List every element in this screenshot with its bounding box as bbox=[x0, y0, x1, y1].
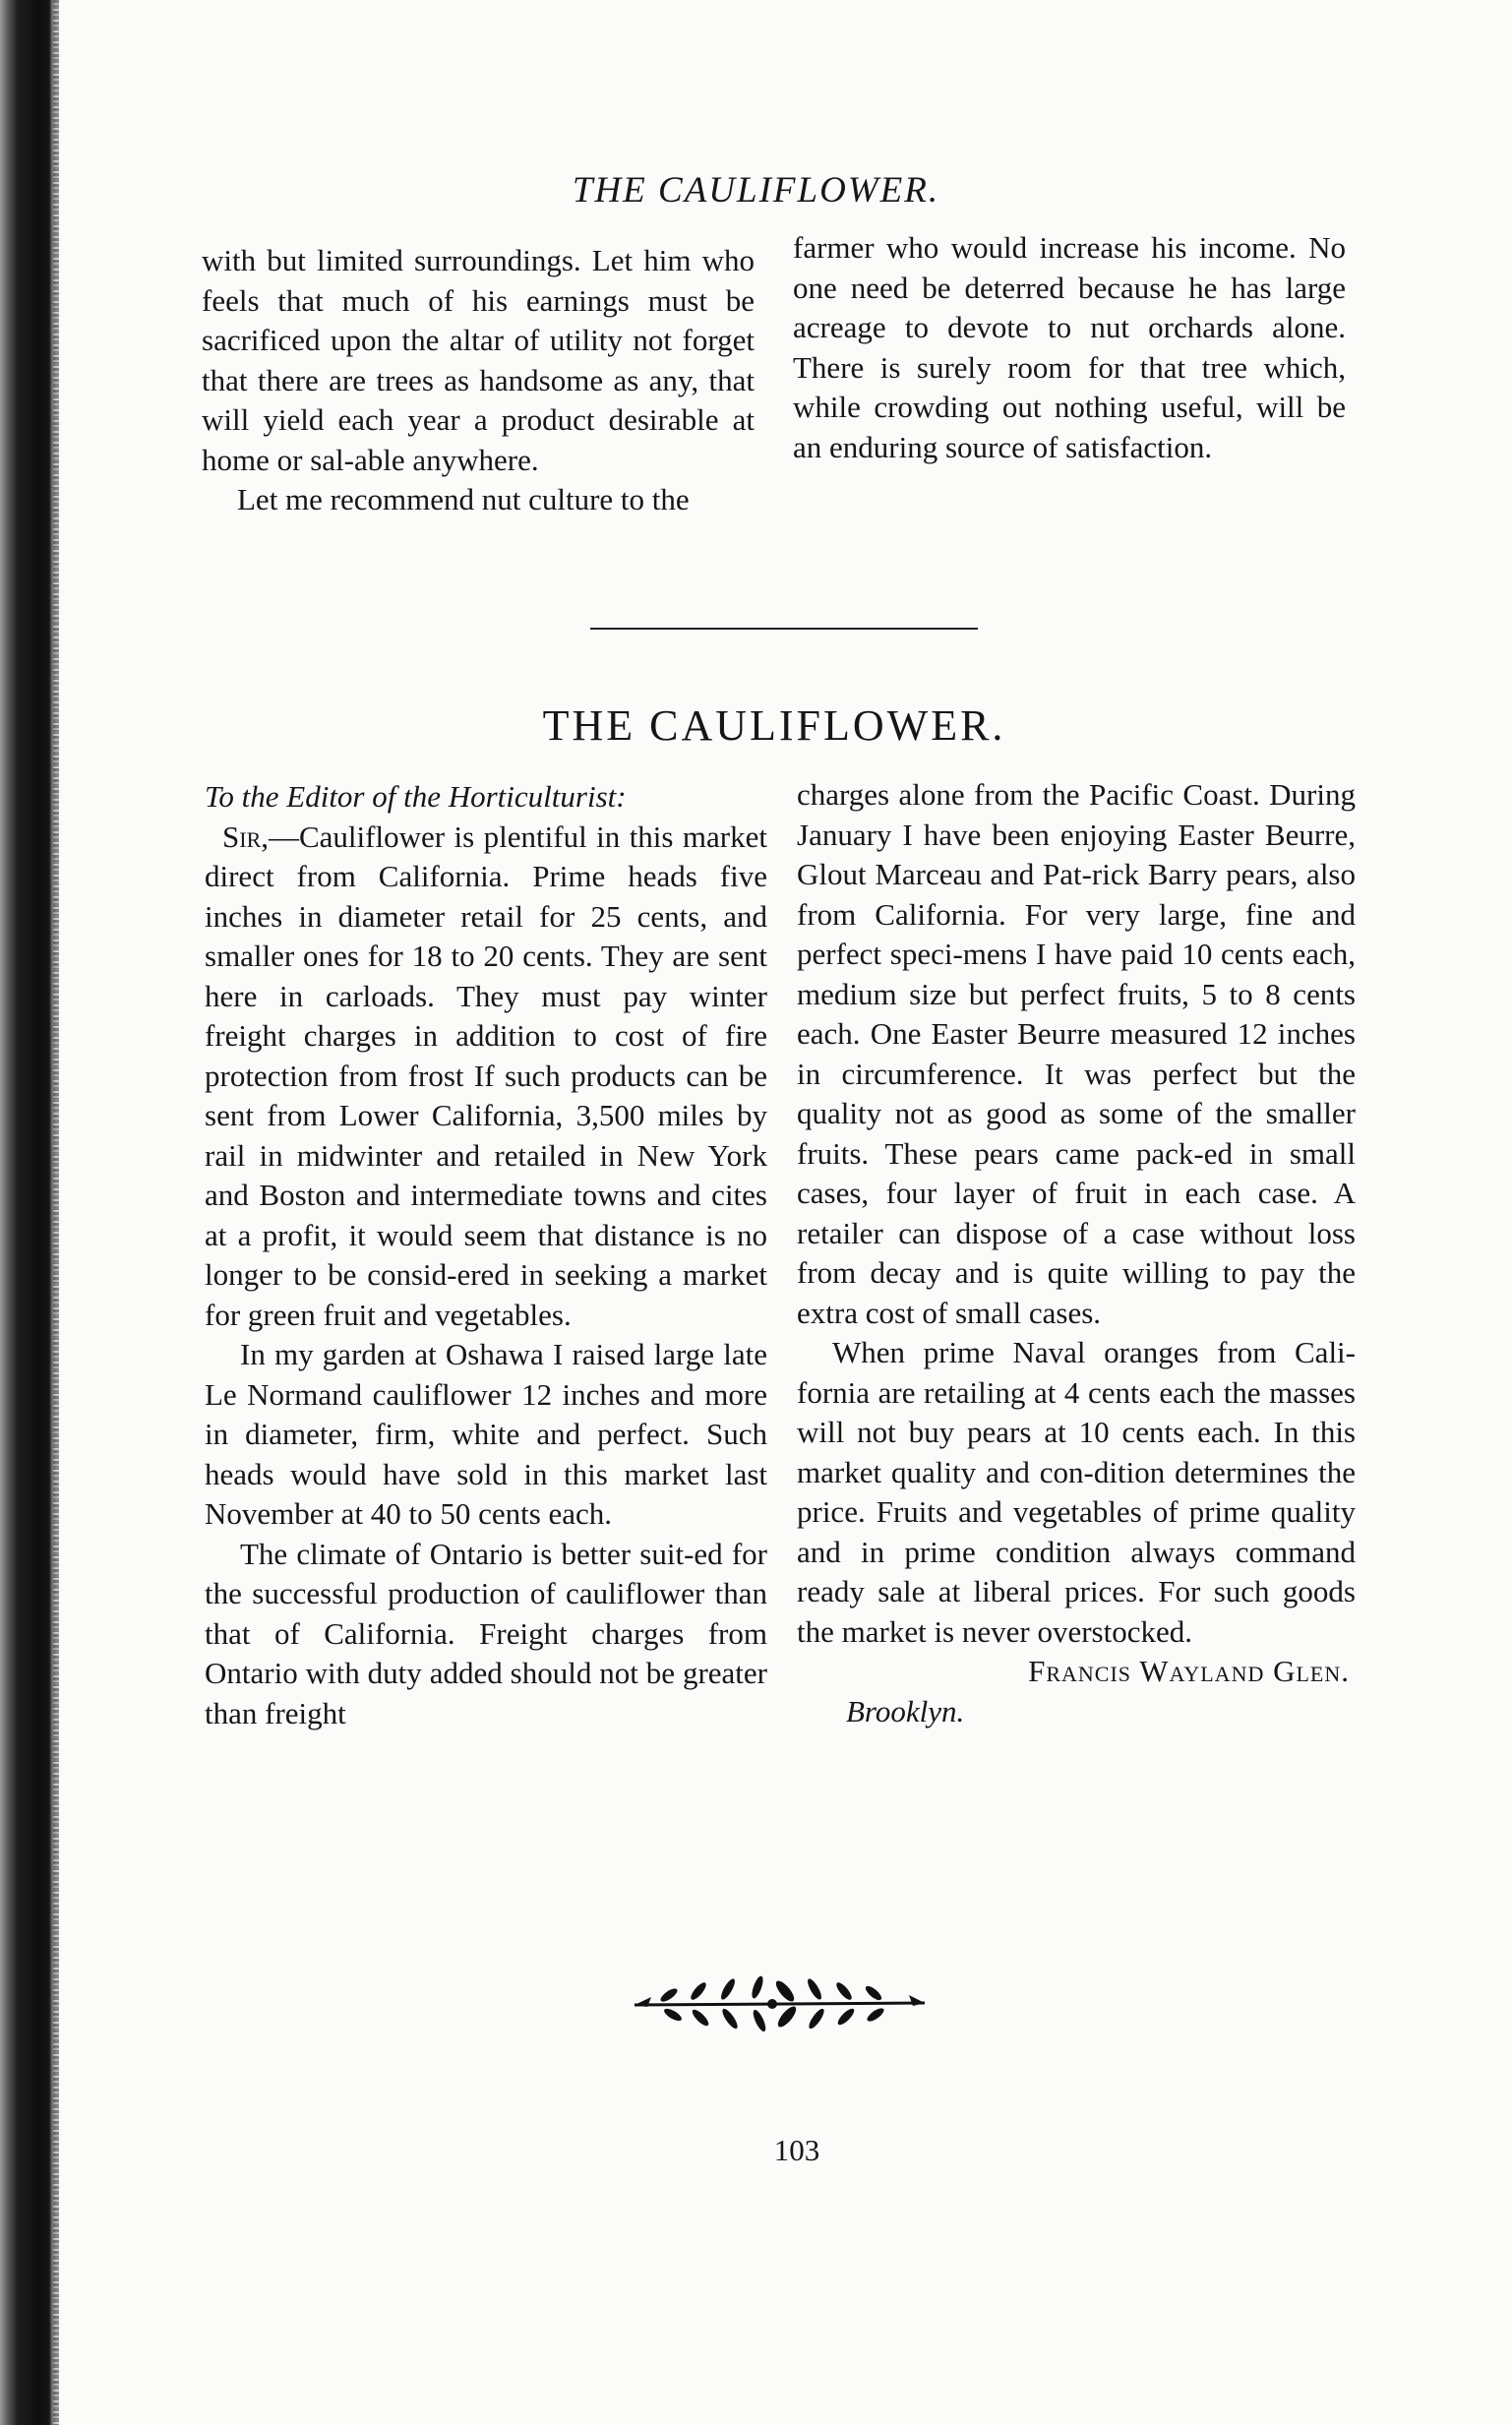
top-right-column bbox=[793, 228, 1346, 467]
article-paragraph-2: In my garden at Oshawa I raised large late Le Normand cauliflower 12 inches and more in diameter, firm, white and perfect. Such heads would have sold in this market last November at 40 to 50 cents each. bbox=[205, 1337, 767, 1531]
article-paragraph-3: The climate of Ontario is better suit-ed for the successful production of cauliflower than that of California. Freight charges from Ontario with duty added should not be greater than freight bbox=[205, 1536, 767, 1730]
article-paragraph-4: charges alone from the Pacific Coast. During January I have been enjoying Easter Beurre, Glout Marceau and Pat-rick Barry pears, also from California. For very large, fine and perfect speci-mens I have paid 10 cents each, medium size but perfect fruits, 5 to 8 cents each. One Easter Beurre measured 12 inches in circumference. It was perfect but the quality not as good as some of the smaller fruits. These pears came pack-ed in small cases, four layer of fruit in each case. A retailer can dispose of a case without loss from decay and is quite willing to pay the extra cost of small cases. bbox=[797, 777, 1356, 1330]
paragraph-1-text: —Cauliflower is plentiful in this market direct from California. Prime heads five inches in diameter retail for 25 cents, and smaller ones for 18 to 20 cents. They are sent here in carloads. They must pay winter freight charges in addition to cost of fire protection from frost If such products can be sent from Lower California, 3,500 miles by rail in midwinter and retailed in New York and Boston and intermediate towns and cites at a profit, it would seem that distance is no longer to be consid-ered in seeking a market for green fruit and vegetables. bbox=[205, 818, 767, 1332]
article-left-column bbox=[205, 777, 767, 1733]
continued-paragraph: with but limited surroundings. Let him who feels that much of his earnings must be sacrificed upon the altar of utility not forget that there are trees as handsome as any, that will yield each year a product desirable at home or sal-able anywhere. bbox=[202, 243, 755, 477]
page-number: 103 bbox=[773, 2133, 820, 2167]
opening-word: Sir, bbox=[222, 818, 269, 854]
salutation: To the Editor of the Horticulturist: bbox=[205, 779, 627, 814]
author-location: Brooklyn. bbox=[846, 1693, 965, 1728]
article-paragraph-1 bbox=[205, 818, 767, 1336]
author-signature: Francis Wayland Glen. bbox=[1028, 1654, 1350, 1688]
article-right-column bbox=[797, 775, 1356, 1731]
top-left-column bbox=[202, 241, 755, 520]
article-title: THE CAULIFLOWER. bbox=[542, 701, 1006, 750]
book-binding-shadow bbox=[0, 0, 59, 2425]
laurel-vine-ornament-icon bbox=[630, 1973, 935, 2032]
running-head: THE CAULIFLOWER. bbox=[572, 170, 940, 211]
page-edge-texture bbox=[53, 0, 59, 2425]
continued-paragraph-right: farmer who would increase his income. No one need be deterred because he has large acreage to devote to nut orchards alone. There is surely room for that tree which, while crowding out nothing useful, will be an enduring source of satisfaction. bbox=[793, 230, 1346, 464]
continued-paragraph-last: Let me recommend nut culture to the bbox=[237, 482, 690, 516]
section-divider bbox=[590, 628, 978, 630]
article-paragraph-5: When prime Naval oranges from Cali-fornia are retailing at 4 cents each the masses will not buy pears at 10 cents each. In this market quality and con-dition determines the price. Fruits and vegetables of prime quality and in prime condition always command ready sale at liberal prices. For such goods the market is never overstocked. bbox=[797, 1335, 1356, 1649]
